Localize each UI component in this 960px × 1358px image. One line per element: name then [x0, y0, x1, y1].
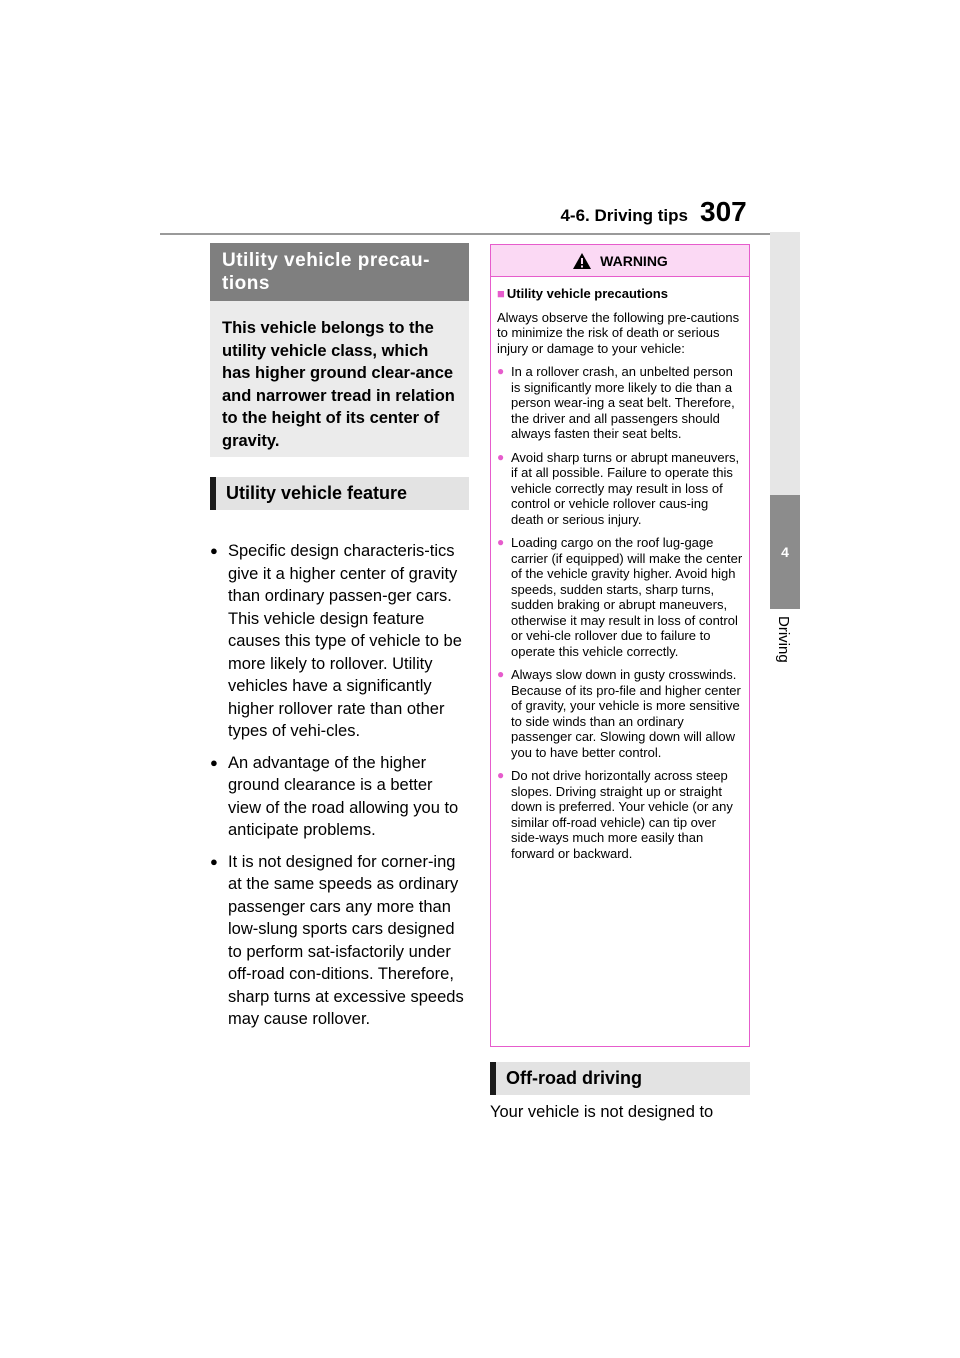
- feature-heading: Utility vehicle feature: [210, 477, 469, 510]
- warning-box: [490, 244, 750, 1047]
- section-title: 4-6. Driving tips: [560, 206, 688, 225]
- list-item: ● Always slow down in gusty crosswinds. Because of its pro-file and higher center of gravity, your vehicle is more sensitive to side winds than an ordinary passenger car. Slowing down will allow you to have better control.: [497, 667, 743, 760]
- feature-bullet-list: [210, 540, 470, 1040]
- list-item: ● Loading cargo on the roof lug-gage carrier (if equipped) will make the center of the vehicle gravity higher. Avoid high speeds, sudden starts, sharp turns, sudden braking or abrupt maneuvers, otherwise it may result in loss of control or vehi-cle rollover due to failure to operate this vehicle correctly.: [497, 535, 743, 659]
- chapter-number: 4: [770, 495, 800, 609]
- chapter-label: Driving: [775, 616, 792, 663]
- warning-header: [491, 245, 749, 277]
- warning-intro: Always observe the following pre-cautions to minimize the risk of death or serious injury or damage to your vehicle:: [497, 309, 740, 356]
- list-item: ● Specific design characteris-tics give it a higher center of gravity than ordinary passen-ger cars. This vehicle design feature causes this type of vehicle to be more likely to rollover. Utility vehicles have a significantly higher rollover rate than other types of vehi-cles.: [210, 540, 470, 743]
- list-item: ● Avoid sharp turns or abrupt maneuvers, if at all possible. Failure to operate this vehicle correctly may result in loss of control or vehicle rollover caus-ing death or serious injury.: [497, 450, 743, 528]
- list-item: ● An advantage of the higher ground clearance is a better view of the road allowing you to anticipate problems.: [210, 752, 470, 842]
- intro-text: This vehicle belongs to the utility vehicle class, which has higher ground clear-ance and narrower tread in relation to the height of its center of gravity.: [210, 301, 469, 457]
- square-bullet-icon: ■: [497, 286, 505, 301]
- section-heading: Utility vehicle precau-tions: [210, 243, 469, 301]
- offroad-text: Your vehicle is not designed to: [490, 1103, 714, 1121]
- offroad-heading: Off-road driving: [490, 1062, 750, 1095]
- list-item: ● It is not designed for corner-ing at the same speeds as ordinary passenger cars any more than low-slung sports cars designed to perform sat-isfactorily under off-road con-ditions. Therefore, sharp turns at excessive speeds may cause rollover.: [210, 851, 470, 1031]
- page-number: 307: [700, 196, 747, 227]
- header-divider: [160, 233, 800, 235]
- warning-subheading: ■ Utility vehicle precautions: [497, 286, 668, 301]
- list-item: ● In a rollover crash, an unbelted person is significantly more likely to die than a person wear-ing a seat belt. Therefore, the driver and all passengers should always fasten their seat belts.: [497, 364, 743, 442]
- warning-triangle-icon: [572, 252, 592, 270]
- warning-title: WARNING: [600, 252, 668, 269]
- list-item: ● Do not drive horizontally across steep slopes. Driving straight up or straight down is preferred. Your vehicle (or any similar off-road vehicle) can tip over side-ways much more easily than forward or backward.: [497, 768, 743, 861]
- warning-body: [491, 277, 749, 861]
